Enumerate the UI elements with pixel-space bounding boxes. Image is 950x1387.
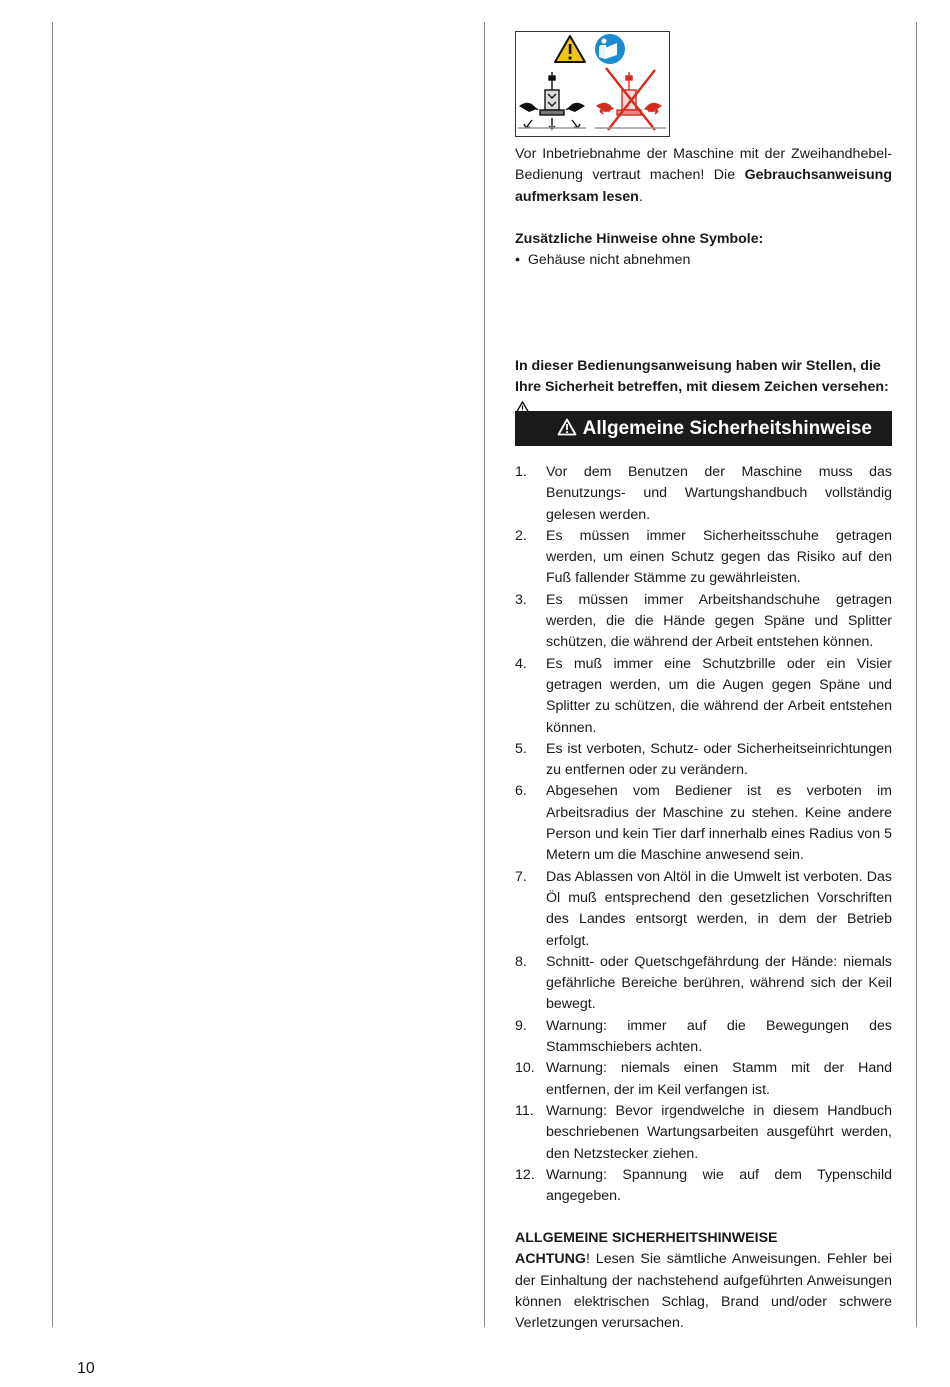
list-item-number: 3. xyxy=(515,591,527,608)
list-item xyxy=(515,1101,892,1165)
list-item-text: Es müssen immer Arbeitshandschuhe getragen werden, die die Hände gegen Späne und Splitter schützen, die während der Arbeit entstehen können. xyxy=(546,591,892,651)
intro-text: Vor Inbetriebnahme der Maschine mit der Zweihandhebel-Bedienung vertraut machen! Die xyxy=(515,146,892,184)
list-item-number: 11. xyxy=(515,1102,534,1119)
list-item-text: Warnung: immer auf die Bewegungen des Stammschiebers achten. xyxy=(546,1017,892,1056)
list-item xyxy=(515,1058,892,1101)
general-safety xyxy=(515,1228,892,1334)
safety-rules-list xyxy=(515,462,892,1207)
list-item-text: Es ist verboten, Schutz- oder Sicherheitseinrichtungen zu entfernen oder zu verändern. xyxy=(546,740,892,779)
list-item xyxy=(515,867,892,952)
list-item xyxy=(515,1165,892,1208)
read-manual-icon xyxy=(595,34,625,64)
warning-triangle-icon xyxy=(555,36,585,62)
list-item xyxy=(515,1016,892,1059)
safety-rules xyxy=(515,462,892,1207)
additional-notes-heading: Zusätzliche Hinweise ohne Symbole: xyxy=(515,231,764,247)
two-hand-operation-allowed-icon xyxy=(518,72,586,129)
list-item-number: 5. xyxy=(515,740,527,757)
list-item-text: Es müssen immer Sicherheitsschuhe getragen werden, um einen Schutz gegen das Risiko auf den Fuß fallender Stämme zu gewährleisten. xyxy=(546,527,892,587)
additional-notes xyxy=(515,229,892,272)
general-safety-text: ACHTUNG! Lesen Sie sämtliche Anweisungen. Fehler bei der Einhaltung der nachstehend aufgeführten Anweisungen können elektrischen Schlag, Brand und/oder schwere Verletzungen verursachen. xyxy=(515,1251,892,1332)
list-item-number: 4. xyxy=(515,655,527,672)
banner-title: Allgemeine Sicherheitshinweise xyxy=(582,418,872,439)
list-item-text: Warnung: Bevor irgendwelche in diesem Handbuch beschriebenen Wartungsarbeiten ausgeführt werden, den Netzstecker ziehen. xyxy=(546,1102,892,1162)
general-safety-heading: ALLGEMEINE SICHERHEITSHINWEISE xyxy=(515,1230,778,1246)
list-item-number: 7. xyxy=(515,868,527,885)
list-item-text: Das Ablassen von Altöl in die Umwelt ist verboten. Das Öl muß entsprechend den gesetzlichen Vorschriften des Landes entsorgt werden, in dem der Betrieb erfolgt. xyxy=(546,868,892,949)
attention-label: ACHTUNG xyxy=(515,1251,586,1268)
additional-notes-item: • Gehäuse nicht abnehmen xyxy=(515,252,691,269)
list-item-number: 9. xyxy=(515,1017,527,1034)
list-item-number: 12. xyxy=(515,1166,535,1183)
marker-note-text: In dieser Bedienungsanweisung haben wir Stellen, die Ihre Sicherheit betreffen, mit diesem Zeichen versehen: xyxy=(515,358,889,396)
list-item xyxy=(515,526,892,590)
list-item-text: Vor dem Benutzen der Maschine muss das Benutzungs- und Wartungshandbuch vollständig gelesen werden. xyxy=(546,464,892,523)
list-item xyxy=(515,739,892,782)
list-item xyxy=(515,952,892,1016)
list-item xyxy=(515,590,892,654)
list-item xyxy=(515,781,892,866)
list-item-number: 10. xyxy=(515,1060,535,1077)
list-item-number: 6. xyxy=(515,783,527,800)
list-item-text: Warnung: Spannung wie auf dem Typenschild angegeben. xyxy=(546,1166,892,1205)
list-item-number: 2. xyxy=(515,527,527,544)
list-item-text: Es muß immer eine Schutzbrille oder ein Visier getragen werden, um die Augen gegen Späne und Splitter zu schützen, die während der Arbeit entstehen können. xyxy=(546,655,892,736)
intro-emphasis: Gebrauchsanweisung aufmerksam lesen xyxy=(515,167,892,205)
list-item-number: 1. xyxy=(515,464,527,480)
pictogram-graphic xyxy=(516,32,669,136)
one-hand-operation-forbidden-icon xyxy=(595,68,666,130)
warning-triangle-icon xyxy=(557,418,577,436)
list-item xyxy=(515,462,892,526)
right-margin-rule xyxy=(916,22,917,1327)
list-item xyxy=(515,654,892,739)
intro-text-end: . xyxy=(638,188,643,205)
section-banner xyxy=(515,411,892,446)
list-item-text: Warnung: niemals einen Stamm mit der Hand entfernen, der im Keil verfangen ist. xyxy=(546,1060,892,1098)
left-margin-rule xyxy=(52,22,53,1327)
page-number: 10 xyxy=(77,1360,95,1377)
safety-pictogram xyxy=(515,31,670,137)
list-item-number: 8. xyxy=(515,953,527,970)
list-item-text: Abgesehen vom Bediener ist es verboten im Arbeitsradius der Maschine zu stehen. Keine andere Person und kein Tier darf innerhalb eines Radius von 5 Metern um die Maschine anwesend sein. xyxy=(546,783,892,864)
column-divider-rule xyxy=(484,22,485,1327)
intro-paragraph xyxy=(515,144,892,208)
list-item-text: Schnitt- oder Quetschgefährdung der Hände: niemals gefährliche Bereiche berühren, während sich der Keil bewegt. xyxy=(546,953,892,1013)
